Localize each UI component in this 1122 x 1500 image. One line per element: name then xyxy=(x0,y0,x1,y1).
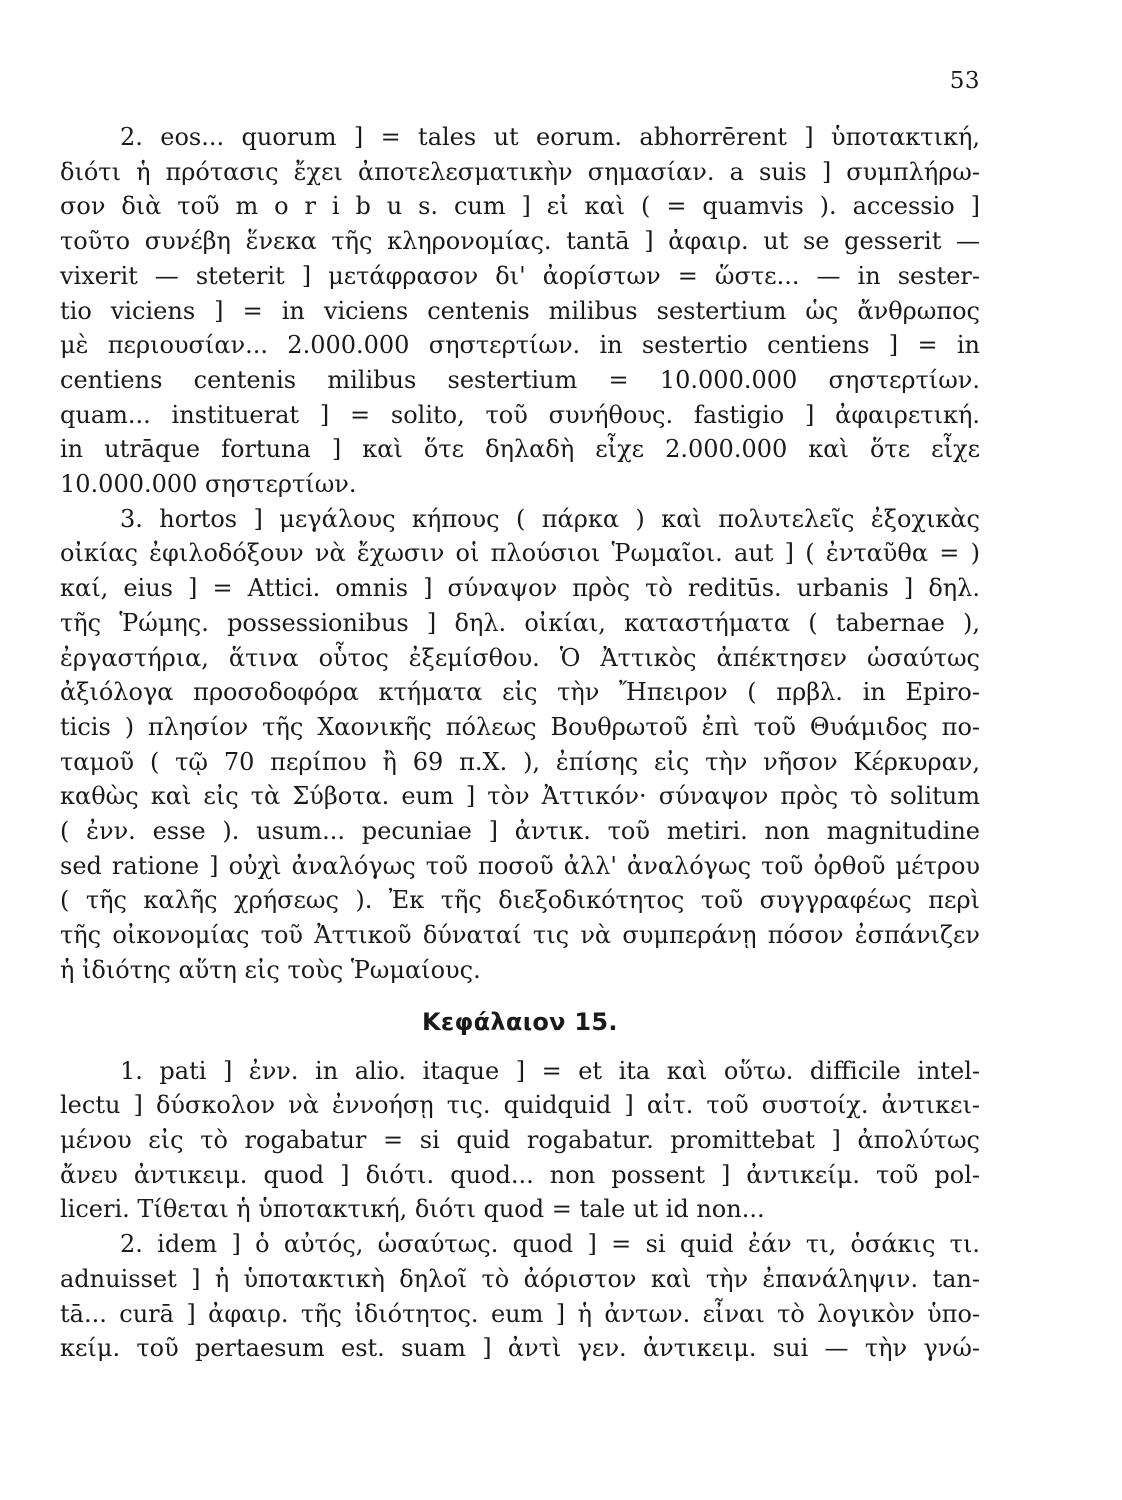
text-line: 1. pati ] ἐνν. in alio. itaque ] = et ita καὶ οὕτω. difficile intel- xyxy=(120,1056,980,1085)
paragraph-3-commentary xyxy=(60,502,980,988)
text-line: 2. idem ] ὁ αὐτός, ὡσαύτως. quod ] = si quid ἐάν τι, ὁσάκις τι. xyxy=(120,1230,980,1259)
text-line: ἡ ἰδιότης αὕτη εἰς τοὺς Ῥωμαίους. xyxy=(60,955,481,984)
text-line: sed ratione ] οὐχὶ ἀναλόγως τοῦ ποσοῦ ἀλλ' ἀναλόγως τοῦ ὀρθοῦ μέτρου xyxy=(60,851,980,880)
chapter-15-paragraph-2 xyxy=(60,1227,980,1366)
chapter-15-paragraph-1 xyxy=(60,1054,980,1228)
text-line: 2. eos... quorum ] = tales ut eorum. abhorrērent ] ὑποτακτική, xyxy=(120,123,980,151)
text-line: τῆς οἰκονομίας τοῦ Ἀττικοῦ δύναταί τις νὰ συμπεράνῃ πόσον ἐσπάνιζεν xyxy=(60,921,980,950)
text-line: τοῦτο συνέβη ἕνεκα τῆς κληρονομίας. tantā ] ἀφαιρ. ut se gesserit — xyxy=(60,227,980,256)
paragraph-2-commentary xyxy=(60,120,980,502)
text-line: ταμοῦ ( τῷ 70 περίπου ἢ 69 π.Χ. ), ἐπίσης εἰς τὴν νῆσον Κέρκυραν, xyxy=(60,747,980,776)
text-line: tio viciens ] = in viciens centenis milibus sestertium ὡς ἄνθρωπος xyxy=(60,296,980,325)
text-line: 10.000.000 σηστερτίων. xyxy=(60,470,357,499)
text-line: σον διὰ τοῦ m o r i b u s. cum ] εἰ καὶ ( = quamvis ). accessio ] xyxy=(60,192,980,221)
text-line: κείμ. τοῦ pertaesum est. suam ] ἀντὶ γεν. ἀντικειμ. sui — τὴν γνώ- xyxy=(60,1334,980,1363)
chapter-heading: Κεφάλαιον 15. xyxy=(422,1007,618,1036)
text-line: τῆς Ῥώμης. possessionibus ] δηλ. οἰκίαι, καταστήματα ( tabernae ), xyxy=(60,608,980,637)
text-line: ἀξιόλογα προσοδοφόρα κτήματα εἰς τὴν Ἤπειρον ( πρβλ. in Epiro- xyxy=(60,678,980,707)
text-line: ἄνευ ἀντικειμ. quod ] διότι. quod... non possent ] ἀντικείμ. τοῦ pol- xyxy=(60,1160,980,1189)
text-line: καθὼς καὶ εἰς τὰ Σύβοτα. eum ] τὸν Ἀττικόν· σύναψον πρὸς τὸ solitum xyxy=(60,782,980,811)
text-line: vixerit — steterit ] μετάφρασον δι' ἀορίστων = ὥστε... — in sester- xyxy=(60,261,980,290)
text-line: μὲ περιουσίαν... 2.000.000 σηστερτίων. in sestertio centiens ] = in xyxy=(60,331,980,360)
text-line: 3. hortos ] μεγάλους κήπους ( πάρκα ) καὶ πολυτελεῖς ἐξοχικὰς xyxy=(120,504,980,533)
text-line: liceri. Τίθεται ἡ ὑποτακτική, διότι quod = tale ut id non... xyxy=(60,1195,765,1224)
text-line: quam... instituerat ] = solito, τοῦ συνήθους. fastigio ] ἀφαιρετική. xyxy=(60,400,980,429)
text-line: ticis ) πλησίον τῆς Χαονικῆς πόλεως Βουθρωτοῦ ἐπὶ τοῦ Θυάμιδος πο- xyxy=(60,712,980,741)
text-line: οἰκίας ἐφιλοδόξουν νὰ ἔχωσιν οἱ πλούσιοι Ῥωμαῖοι. aut ] ( ἐνταῦθα = ) xyxy=(60,539,980,568)
body-text xyxy=(60,120,980,1366)
text-line: adnuisset ] ἡ ὑποτακτικὴ δηλοῖ τὸ ἀόριστον καὶ τὴν ἐπανάληψιν. tan- xyxy=(60,1264,980,1293)
text-line: καί, eius ] = Attici. omnis ] σύναψον πρὸς τὸ reditūs. urbanis ] δηλ. xyxy=(60,574,980,603)
text-line: lectu ] δύσκολον νὰ ἐννοήσῃ τις. quidquid ] αἰτ. τοῦ συστοίχ. ἀντικει- xyxy=(60,1091,980,1120)
text-line: μένου εἰς τὸ rogabatur = si quid rogabatur. promittebat ] ἀπολύτως xyxy=(60,1125,980,1154)
text-line: in utrāque fortuna ] καὶ ὅτε δηλαδὴ εἶχε 2.000.000 καὶ ὅτε εἶχε xyxy=(60,435,980,464)
text-line: διότι ἡ πρότασις ἔχει ἀποτελεσματικὴν σημασίαν. a suis ] συμπλήρω- xyxy=(60,157,980,186)
text-line: centiens centenis milibus sestertium = 10.000.000 σηστερτίων. xyxy=(60,365,980,394)
text-line: tā... curā ] ἀφαιρ. τῆς ἰδιότητος. eum ] ἡ ἀντων. εἶναι τὸ λογικὸν ὑπο- xyxy=(60,1299,980,1328)
page-number: 53 xyxy=(949,68,980,94)
text-line: ( ἐνν. esse ). usum... pecuniae ] ἀντικ. τοῦ metiri. non magnitudine xyxy=(60,817,980,846)
text-line: ( τῆς καλῆς χρήσεως ). Ἐκ τῆς διεξοδικότητος τοῦ συγγραφέως περὶ xyxy=(60,886,980,915)
text-line: ἐργαστήρια, ἅτινα οὗτος ἐξεμίσθου. Ὁ Ἀττικὸς ἀπέκτησεν ὡσαύτως xyxy=(60,643,980,672)
